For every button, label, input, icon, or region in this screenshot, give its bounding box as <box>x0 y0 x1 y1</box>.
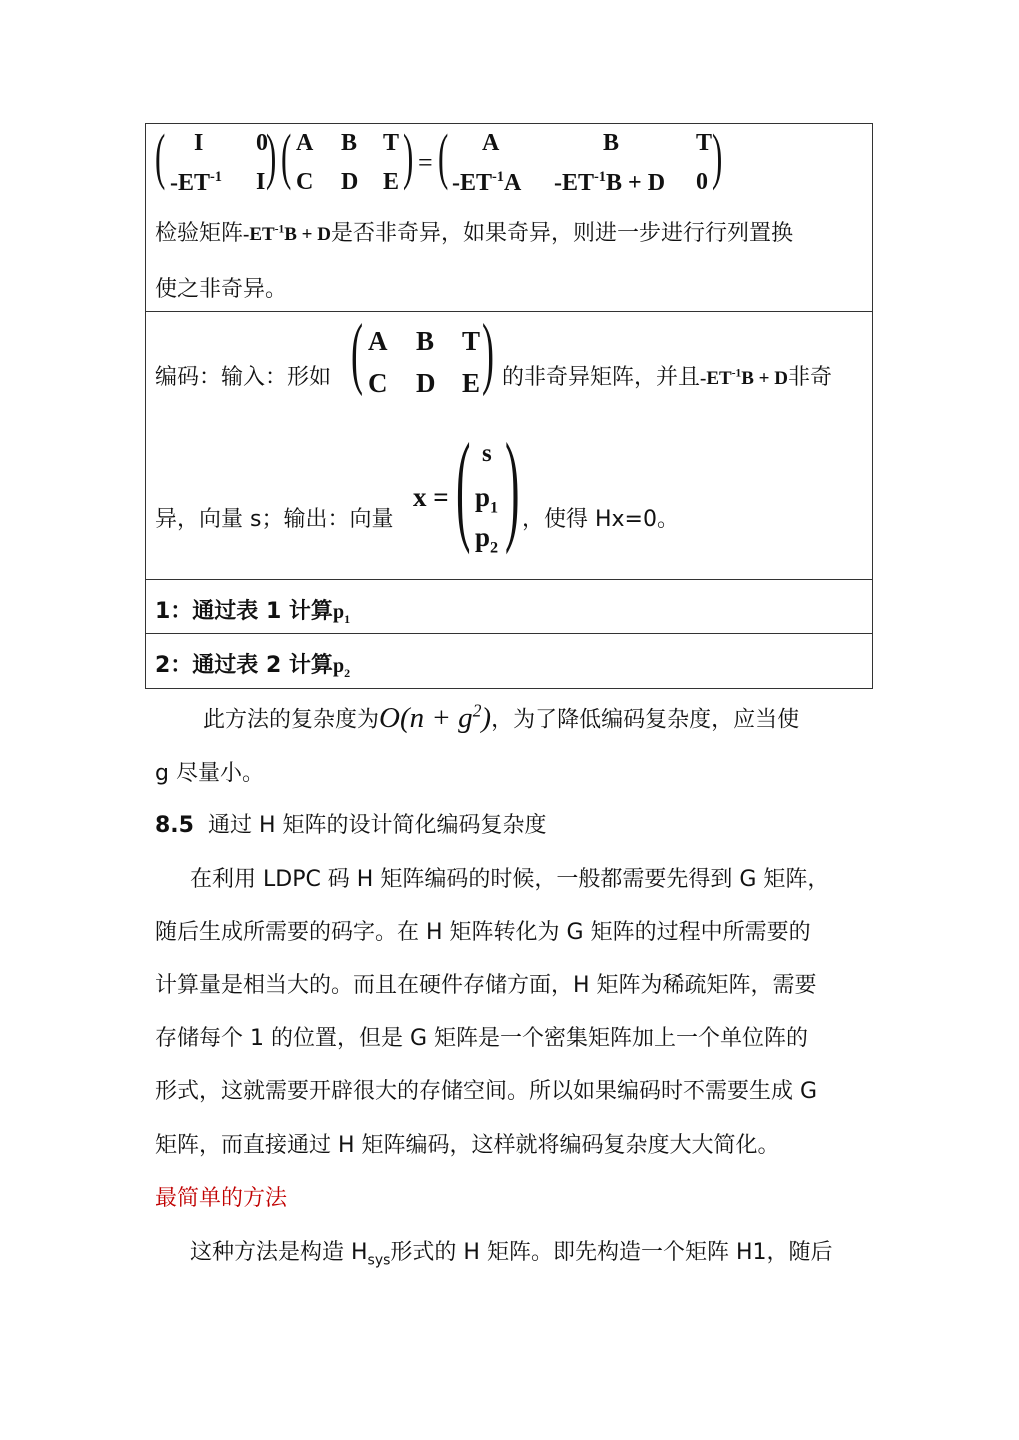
matrix-cell: D <box>416 368 436 398</box>
matrix-equation <box>146 124 874 204</box>
matrix-cell: C <box>368 368 388 398</box>
matrix-cell: A <box>482 130 500 156</box>
right-paren: ) <box>505 418 520 555</box>
section-heading: 8.5 通过 H 矩阵的设计简化编码复杂度 <box>155 813 547 838</box>
body-line: 形式，这就需要开辟很大的存储空间。所以如果编码时不需要生成 G <box>155 1079 818 1104</box>
body-line: 矩阵，而直接通过 H 矩阵编码，这样就将编码复杂度大大简化。 <box>155 1133 780 1158</box>
matrix-cell: C <box>296 169 314 195</box>
body-line: 随后生成所需要的码字。在 H 矩阵转化为 G 矩阵的过程中所需要的 <box>155 920 811 945</box>
matrix-cell: A <box>368 326 388 356</box>
matrix-cell: D <box>341 169 359 195</box>
step2-text: 2：通过表 2 计算$p_2$ <box>155 653 351 680</box>
matrix-cell: I <box>256 169 266 195</box>
matrix-cell: $-ET^{-1}A$ <box>452 169 522 196</box>
red-heading: 最简单的方法 <box>155 1186 288 1211</box>
matrix-cell: T <box>383 130 400 156</box>
matrix-cell: E <box>383 169 400 195</box>
right-paren: ) <box>403 123 414 191</box>
algorithm-table <box>145 123 873 689</box>
encode-output-text: ，使得 Hx=0。 <box>522 507 679 532</box>
left-paren: ( <box>456 418 471 555</box>
matrix-cell: B <box>416 326 435 356</box>
table-row-step2 <box>146 634 872 688</box>
complexity-line1: 此方法的复杂度为$O(n + g^2)$，为了降低编码复杂度，应当使 <box>203 700 800 734</box>
vector-entry: $p_1$ <box>475 482 499 517</box>
table-row-encoding <box>146 309 872 580</box>
step1-text: 1：通过表 1 计算$p_1$ <box>155 599 351 626</box>
check-text-line1: 检验矩阵$-ET^{-1}B + D$是否非奇异，如果奇异，则进一步进行行列置换 <box>155 221 793 246</box>
check-text-line2: 使之非奇异。 <box>155 277 288 302</box>
right-paren: ) <box>266 123 277 191</box>
matrix-cell: $-ET^{-1}$ <box>170 169 223 196</box>
table-row-step1 <box>146 580 872 634</box>
complexity-line2: g 尽量小。 <box>155 761 264 786</box>
body-line: 在利用 LDPC 码 H 矩阵编码的时候，一般都需要先得到 G 矩阵， <box>190 867 830 892</box>
matrix-cell: E <box>462 368 481 398</box>
matrix-cell: 0 <box>696 169 708 195</box>
left-paren: ( <box>351 309 363 397</box>
encode-mid-text: 的非奇异矩阵，并且$-ET^{-1}B + D$非奇 <box>502 365 832 390</box>
left-paren: ( <box>281 123 292 191</box>
encode-label: 编码：输入：形如 <box>155 365 332 390</box>
matrix-cell: A <box>296 130 314 156</box>
right-paren: ) <box>712 123 723 191</box>
last-para-line: 这种方法是构造 $H_{sys}$形式的 H 矩阵。即先构造一个矩阵 H1，随后 <box>190 1240 833 1269</box>
body-line: 存储每个 1 的位置，但是 G 矩阵是一个密集矩阵加上一个单位阵的 <box>155 1026 809 1051</box>
left-paren: ( <box>438 123 449 191</box>
vector-entry: $p_2$ <box>475 522 499 557</box>
matrix-cell: T <box>462 326 481 356</box>
right-paren: ) <box>482 309 494 397</box>
equals-sign: = <box>418 148 433 177</box>
left-paren: ( <box>155 123 166 191</box>
body-line: 计算量是相当大的。而且在硬件存储方面，H 矩阵为稀疏矩阵，需要 <box>155 973 817 998</box>
matrix-cell: $-ET^{-1}B + D$ <box>554 169 666 196</box>
encode-line2: 异，向量 s；输出：向量 <box>155 507 394 532</box>
matrix-cell: T <box>696 130 713 156</box>
matrix-cell: I <box>194 130 204 156</box>
table-row-matrix-equation <box>146 124 872 312</box>
matrix-cell: B <box>341 130 358 156</box>
x-label: x = <box>413 482 449 512</box>
matrix-cell: 0 <box>256 130 268 156</box>
matrix-cell: B <box>603 130 620 156</box>
vector-entry: s <box>482 440 492 467</box>
